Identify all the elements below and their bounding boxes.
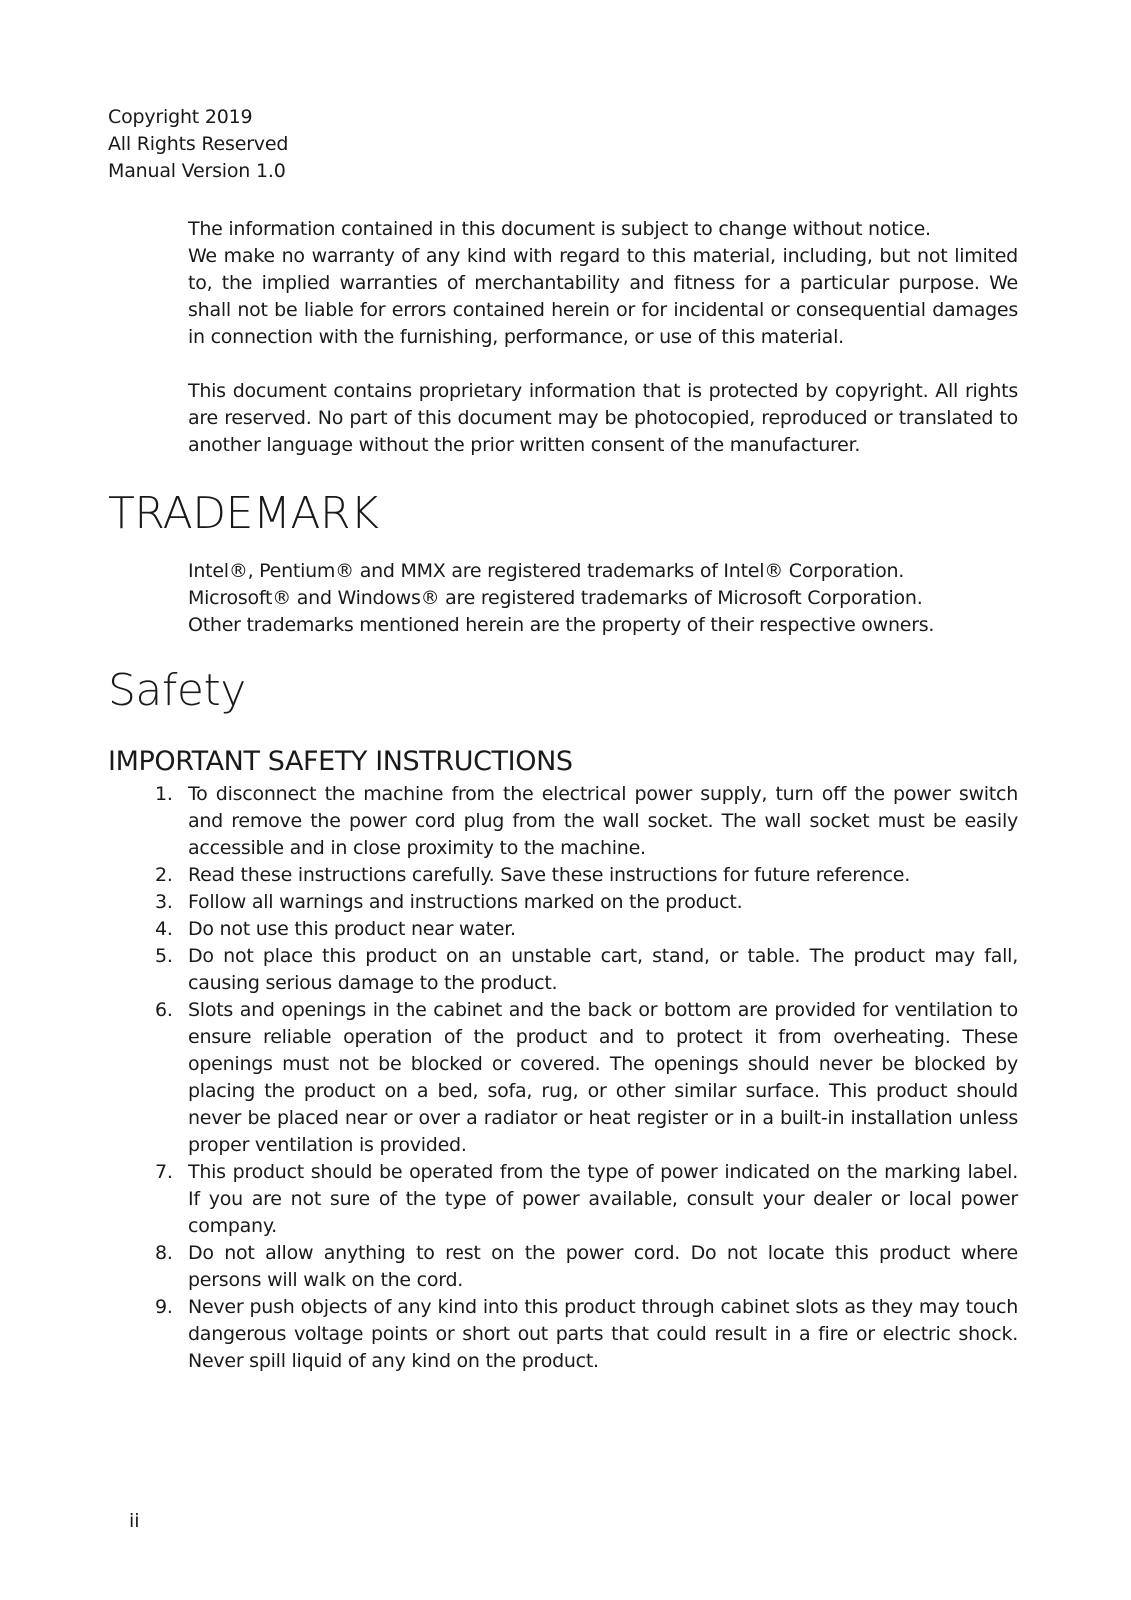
list-item xyxy=(155,862,1018,889)
item-text: Never push objects of any kind into this product through cabinet slots as they may touch dangerous voltage points or short out parts that could result in a fire or electric shock. Never spill liquid of any kind on the product. xyxy=(188,1296,1018,1372)
trademark-line-2: Microsoft® and Windows® are registered trademarks of Microsoft Corporation. xyxy=(188,587,923,609)
trademark-line-3: Other trademarks mentioned herein are the property of their respective owners. xyxy=(188,614,935,636)
item-text: Read these instructions carefully. Save these instructions for future reference. xyxy=(188,864,911,886)
copyright-line: Copyright 2019 xyxy=(108,106,253,128)
notice-line-1: The information contained in this document is subject to change without notice. xyxy=(188,218,931,240)
item-text: Do not place this product on an unstable cart, stand, or table. The product may fall, causing serious damage to the product. xyxy=(188,945,1018,994)
item-number: 5. xyxy=(155,945,173,967)
item-number: 4. xyxy=(155,918,173,940)
list-item xyxy=(155,1159,1018,1240)
item-number: 8. xyxy=(155,1242,173,1264)
safety-instructions-list xyxy=(155,781,1018,1375)
list-item xyxy=(155,943,1018,997)
page-number: ii xyxy=(129,1510,140,1532)
notice-line-2: We make no warranty of any kind with regard to this material, including, but not limited to, the implied warranties of merchantability and fitness for a particular purpose. We shall not be liable for errors contained herein or for incidental or consequential damages in connection with the furnishing, performance, or use of this material. xyxy=(188,245,1018,348)
safety-subheading: IMPORTANT SAFETY INSTRUCTIONS xyxy=(108,746,573,777)
item-number: 2. xyxy=(155,864,173,886)
proprietary-paragraph xyxy=(188,378,1018,459)
proprietary-text: This document contains proprietary information that is protected by copyright. All rights are reserved. No part of this document may be photocopied, reproduced or translated to another language without the prior written consent of the manufacturer. xyxy=(188,380,1018,456)
list-item xyxy=(155,889,1018,916)
list-item xyxy=(155,1240,1018,1294)
item-text: Do not allow anything to rest on the power cord. Do not locate this product where persons will walk on the cord. xyxy=(188,1242,1018,1291)
item-number: 9. xyxy=(155,1296,173,1318)
item-number: 6. xyxy=(155,999,173,1021)
rights-line: All Rights Reserved xyxy=(108,133,289,155)
item-text: To disconnect the machine from the electrical power supply, turn off the power switch and remove the power cord plug from the wall socket. The wall socket must be easily accessible and in close proximity to the machine. xyxy=(188,783,1018,859)
item-number: 3. xyxy=(155,891,173,913)
safety-heading: Safety xyxy=(108,665,246,716)
item-text: Follow all warnings and instructions marked on the product. xyxy=(188,891,743,913)
list-item xyxy=(155,916,1018,943)
version-line: Manual Version 1.0 xyxy=(108,160,286,182)
list-item xyxy=(155,781,1018,862)
item-text: Slots and openings in the cabinet and the back or bottom are provided for ventilation to ensure reliable operation of the product and to protect it from overheating. These openings must not be blocked or covered. The openings should never be blocked by placing the product on a bed, sofa, rug, or other similar surface. This product should never be placed near or over a radiator or heat register or in a built-in installation unless proper ventilation is provided. xyxy=(188,999,1018,1156)
trademark-paragraph xyxy=(188,558,1018,639)
trademark-line-1: Intel®, Pentium® and MMX are registered trademarks of Intel® Corporation. xyxy=(188,560,905,582)
notice-paragraph xyxy=(188,216,1018,351)
item-number: 1. xyxy=(155,783,173,805)
item-text: This product should be operated from the type of power indicated on the marking label. If you are not sure of the type of power available, consult your dealer or local power company. xyxy=(188,1161,1018,1237)
item-text: Do not use this product near water. xyxy=(188,918,516,940)
copyright-block xyxy=(108,104,288,185)
list-item xyxy=(155,1294,1018,1375)
trademark-heading: TRADEMARK xyxy=(108,488,379,539)
list-item xyxy=(155,997,1018,1159)
item-number: 7. xyxy=(155,1161,173,1183)
